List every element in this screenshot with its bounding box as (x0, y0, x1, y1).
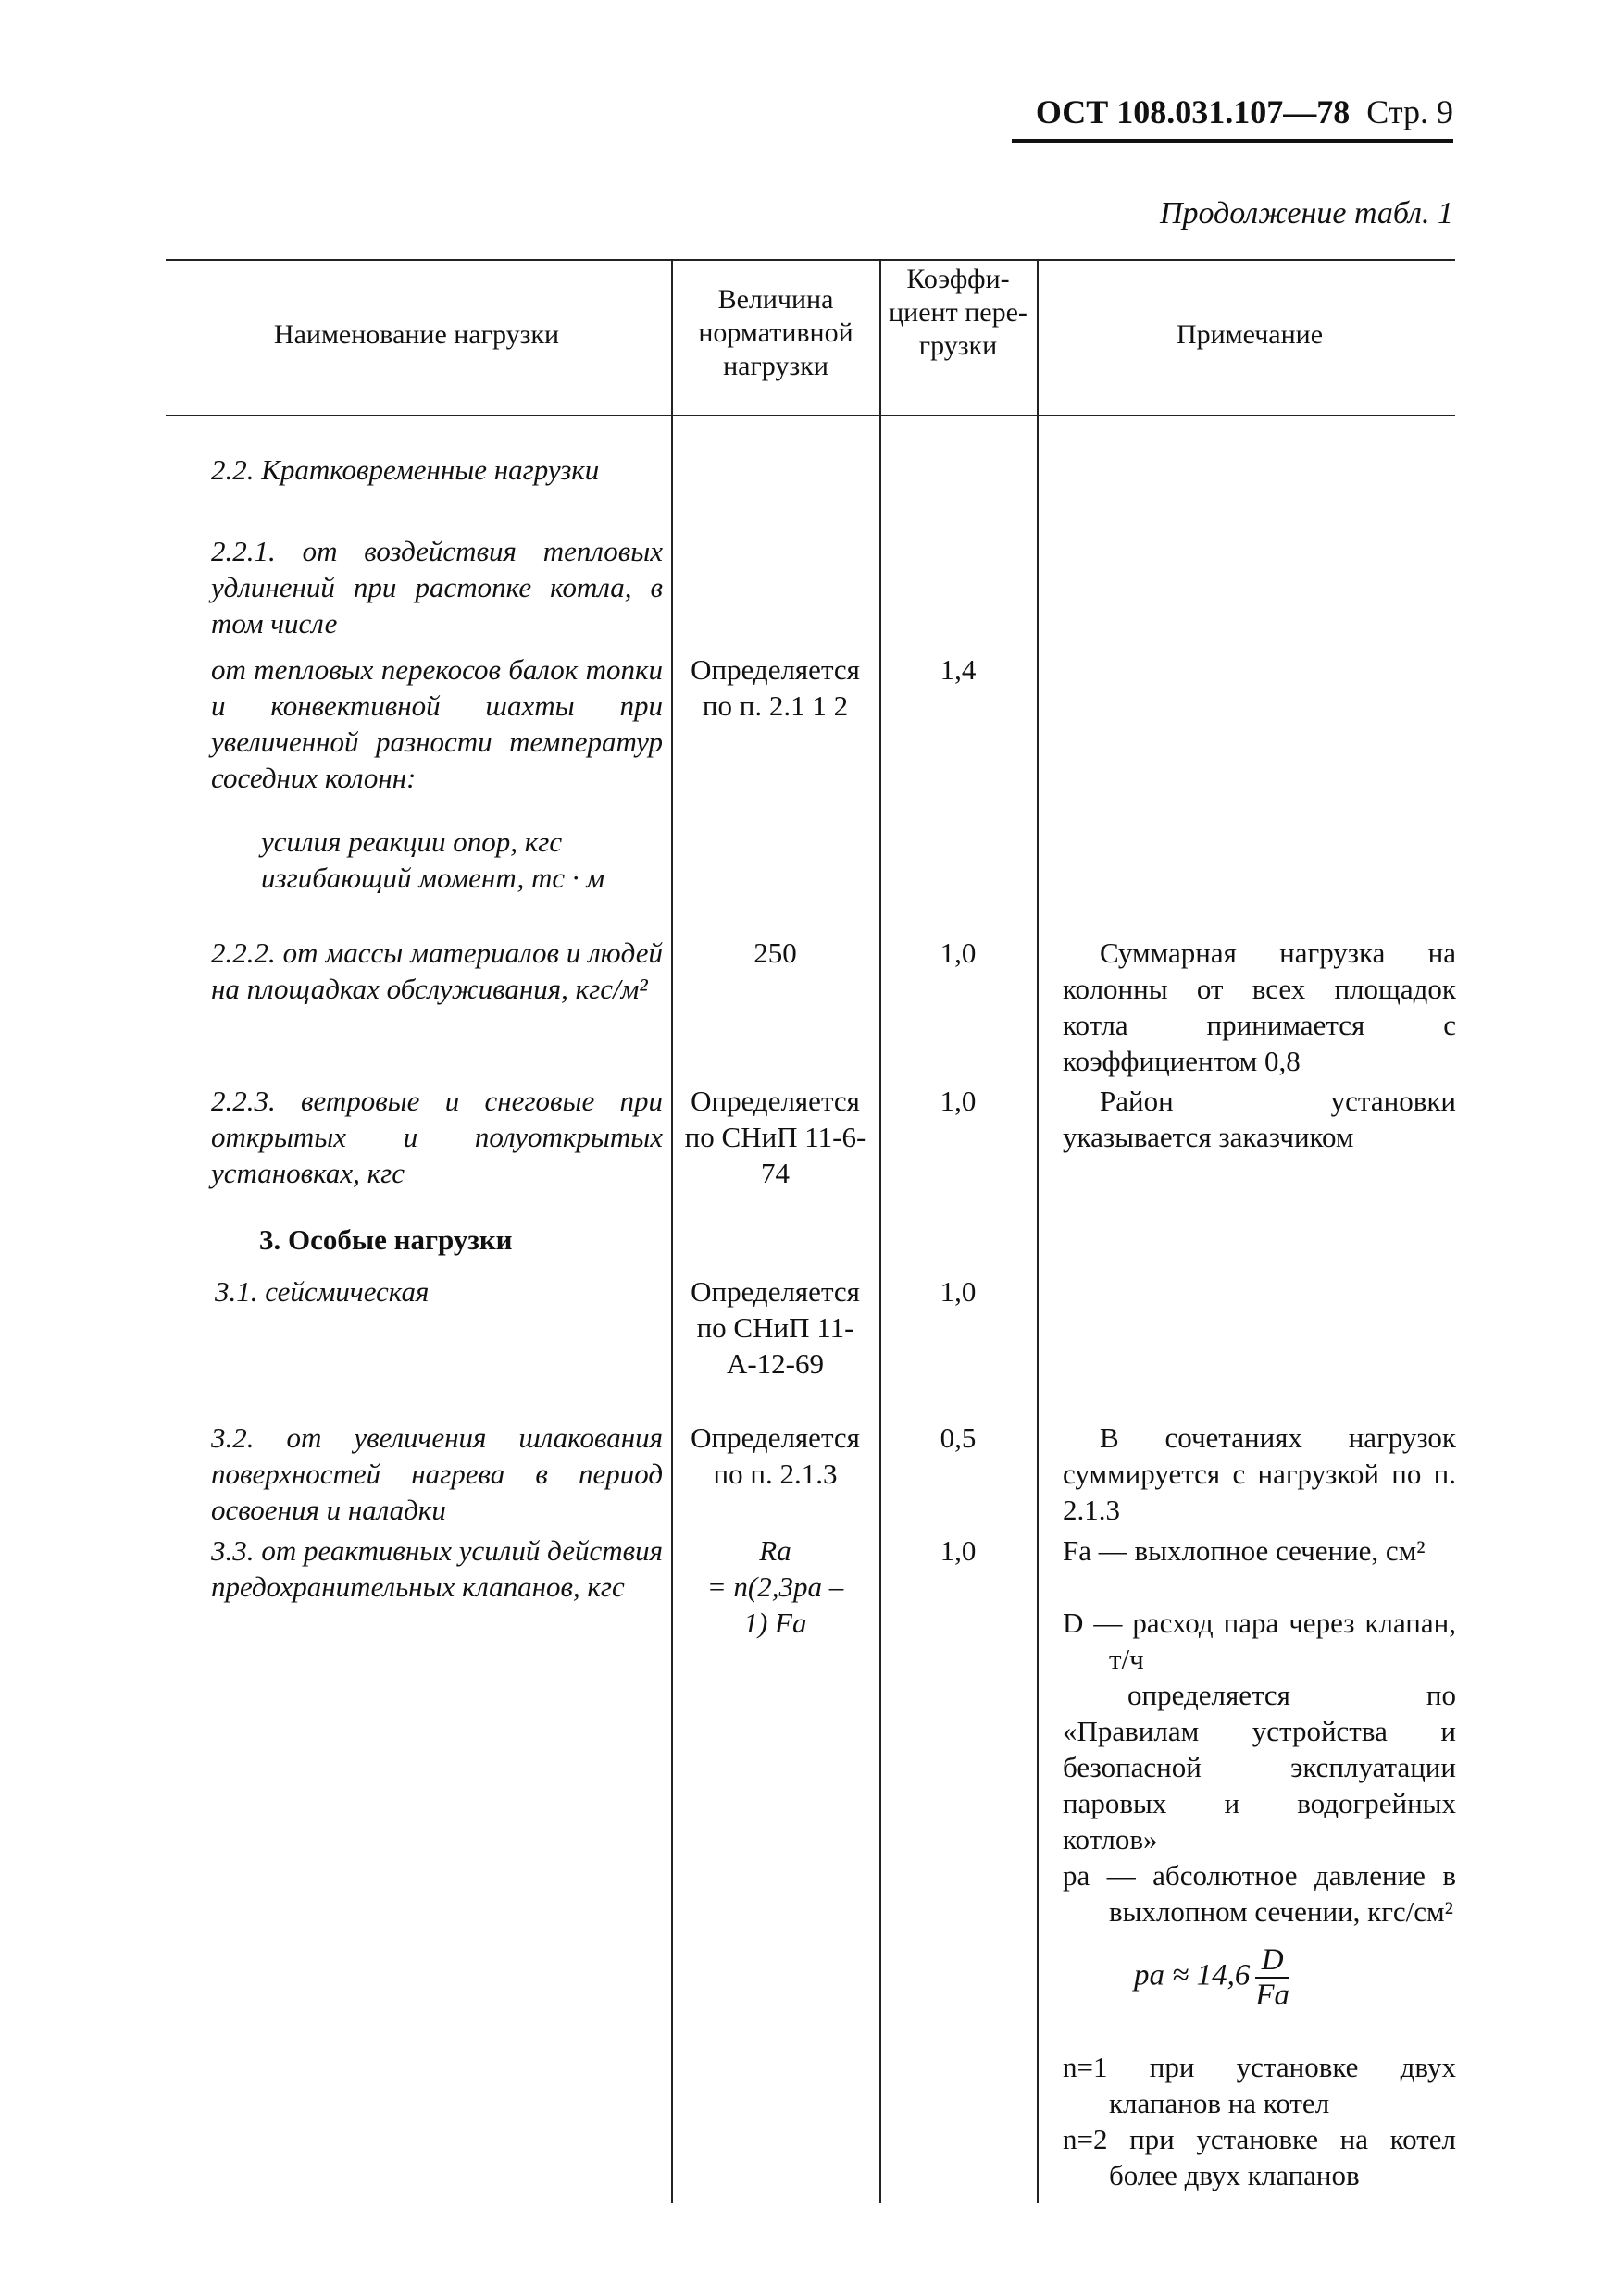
row-3-2-coef: 0,5 (940, 1421, 977, 1454)
row-2-2-1-a-sub2: изгибающий момент, тс · м (261, 862, 605, 894)
row-3-3-formula (1134, 1943, 1449, 2012)
section-3-title: 3. Особые нагрузки (259, 1223, 513, 1256)
page-header (1009, 93, 1453, 139)
row-3-3-coef: 1,0 (940, 1534, 977, 1567)
row-2-2-3-value: Определяется по СНиП 11-6-74 (684, 1085, 866, 1189)
row-3-3-note-n1: n=1 при установке двух клапанов на котел (1063, 2051, 1456, 2119)
column-divider-2 (879, 259, 881, 2203)
row-2-2-1-name: 2.2.1. от воздействия тепловых удлинений при растопке котла, в том числе (211, 535, 663, 639)
table-header-rule (166, 415, 1455, 416)
row-3-3-value-line3: 1) Fа (743, 1607, 807, 1639)
row-3-3-value-line2: = n(2,3pа – (706, 1570, 844, 1603)
row-3-1-value: Определяется по СНиП 11-А-12-69 (691, 1275, 860, 1380)
column-divider-1 (671, 259, 673, 2203)
row-3-1-coef: 1,0 (940, 1275, 977, 1308)
row-3-3-value-line1: Rа (759, 1534, 791, 1567)
row-2-2-3-coef: 1,0 (940, 1085, 977, 1117)
header-rule (1012, 139, 1453, 143)
formula-fraction (1255, 1943, 1289, 2012)
column-header-coef: Коэффи- циент пере- грузки (889, 264, 1027, 361)
table-continuation-label: Продолжение табл. 1 (1159, 196, 1453, 230)
row-3-3-note-fa: Fа — выхлопное сечение, см² (1063, 1534, 1426, 1567)
row-2-2-1-a-coef: 1,4 (940, 653, 977, 686)
row-3-1-name: 3.1. сейсмическая (215, 1275, 430, 1308)
row-3-2-name: 3.2. от увеличения шлакования поверхностей нагрева в период освоения и наладки (211, 1421, 663, 1526)
row-2-2-3-name: 2.2.3. ветровые и снеговые при открытых и полуоткрытых установках, кгс (211, 1085, 663, 1189)
formula-denominator: Fа (1255, 1979, 1290, 2012)
column-header-note: Примечание (1176, 319, 1324, 350)
formula-numerator: D (1255, 1943, 1289, 1979)
standard-code: ОСТ 108.031.107—78 (1035, 93, 1351, 130)
row-3-3-note-pa: pа — абсолютное давление в выхлопном сечении, кгс/см² (1063, 1859, 1456, 1928)
row-3-3-note-n2: n=2 при установке на котел более двух клапанов (1063, 2123, 1456, 2191)
row-3-2-value: Определяется по п. 2.1.3 (691, 1421, 860, 1490)
column-header-value: Величина нормативной нагрузки (698, 284, 853, 381)
row-3-3-note-d: D — расход пара через клапан, т/ч (1063, 1607, 1456, 1675)
column-header-name: Наименование нагрузки (273, 319, 560, 350)
row-2-2-1-a-sub1: усилия реакции опор, кгс (261, 825, 563, 858)
row-2-2-1-a-name: от тепловых перекосов балок топки и конвективной шахты при увеличенной разности температур соседних колонн: (211, 653, 663, 794)
row-2-2-2-note: Суммарная нагрузка на колонны от всех площадок котла принимается с коэффициентом 0,8 (1063, 937, 1456, 1077)
page-number: Стр. 9 (1366, 93, 1453, 130)
row-2-2-2-name: 2.2.2. от массы материалов и людей на площадках обслуживания, кгс/м² (211, 937, 663, 1005)
row-2-2-1-a-value: Определяется по п. 2.1 1 2 (691, 653, 860, 722)
formula-left: pа ≈ 14,6 (1134, 1958, 1251, 1992)
column-divider-3 (1037, 259, 1039, 2203)
table-top-rule (166, 259, 1455, 261)
row-2-2-2-coef: 1,0 (940, 937, 977, 969)
row-3-2-note: В сочетаниях нагрузок суммируется с нагрузкой по п. 2.1.3 (1063, 1421, 1456, 1526)
row-2-2-2-value: 250 (753, 937, 797, 969)
row-3-3-note-rules: определяется по «Правилам устройства и безопасной эксплуатации паровых и водогрейных котлов» (1063, 1679, 1456, 1855)
row-3-3-name: 3.3. от реактивных усилий действия предохранительных клапанов, кгс (211, 1534, 663, 1603)
row-2-2-name: 2.2. Кратковременные нагрузки (211, 453, 600, 486)
row-2-2-3-note: Район установки указывается заказчиком (1063, 1085, 1456, 1153)
